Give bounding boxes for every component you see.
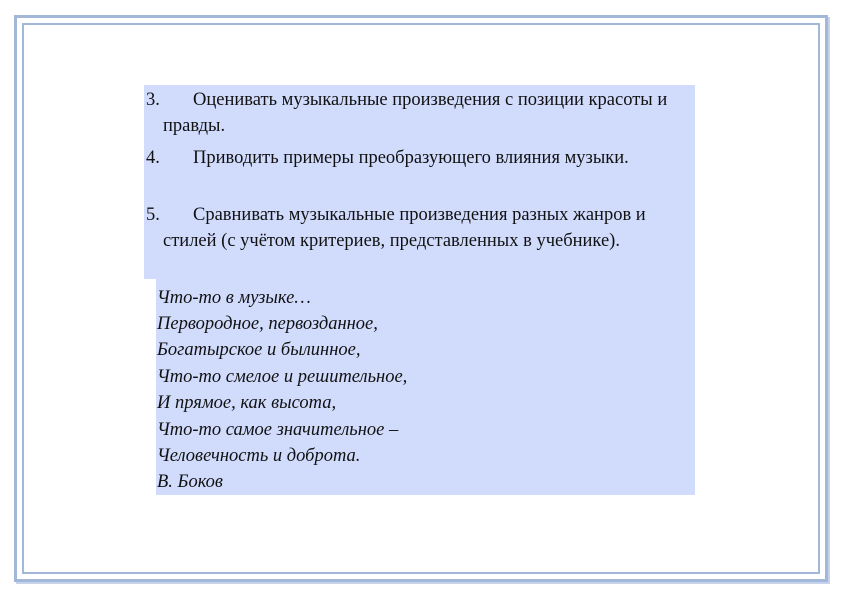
list-item-text: Оценивать музыкальные произведения с позиции красоты и правды. — [163, 90, 668, 136]
poem-quote — [156, 279, 695, 495]
poem-line: Первородное, первозданное, — [157, 314, 378, 334]
poem-line: Богатырское и былинное, — [157, 340, 361, 360]
poem-author: В. Боков — [157, 472, 223, 492]
list-item-number: 4. — [146, 148, 160, 168]
list-item-text: Сравнивать музыкальные произведения разных жанров и стилей (с учётом критериев, представленных в учебнике). — [163, 205, 646, 251]
poem-line: И прямое, как высота, — [157, 393, 337, 413]
poem-line: Человечность и доброта. — [157, 446, 361, 466]
list-item-text: Приводить примеры преобразующего влияния музыки. — [193, 148, 629, 168]
poem-line: Что-то в музыке… — [157, 288, 311, 308]
poem-line: Что-то самое значительное – — [157, 420, 399, 440]
poem-line: Что-то смелое и решительное, — [157, 367, 408, 387]
list-item-number: 5. — [146, 205, 160, 225]
objectives-list — [144, 85, 695, 279]
list-item-number: 3. — [146, 90, 160, 110]
